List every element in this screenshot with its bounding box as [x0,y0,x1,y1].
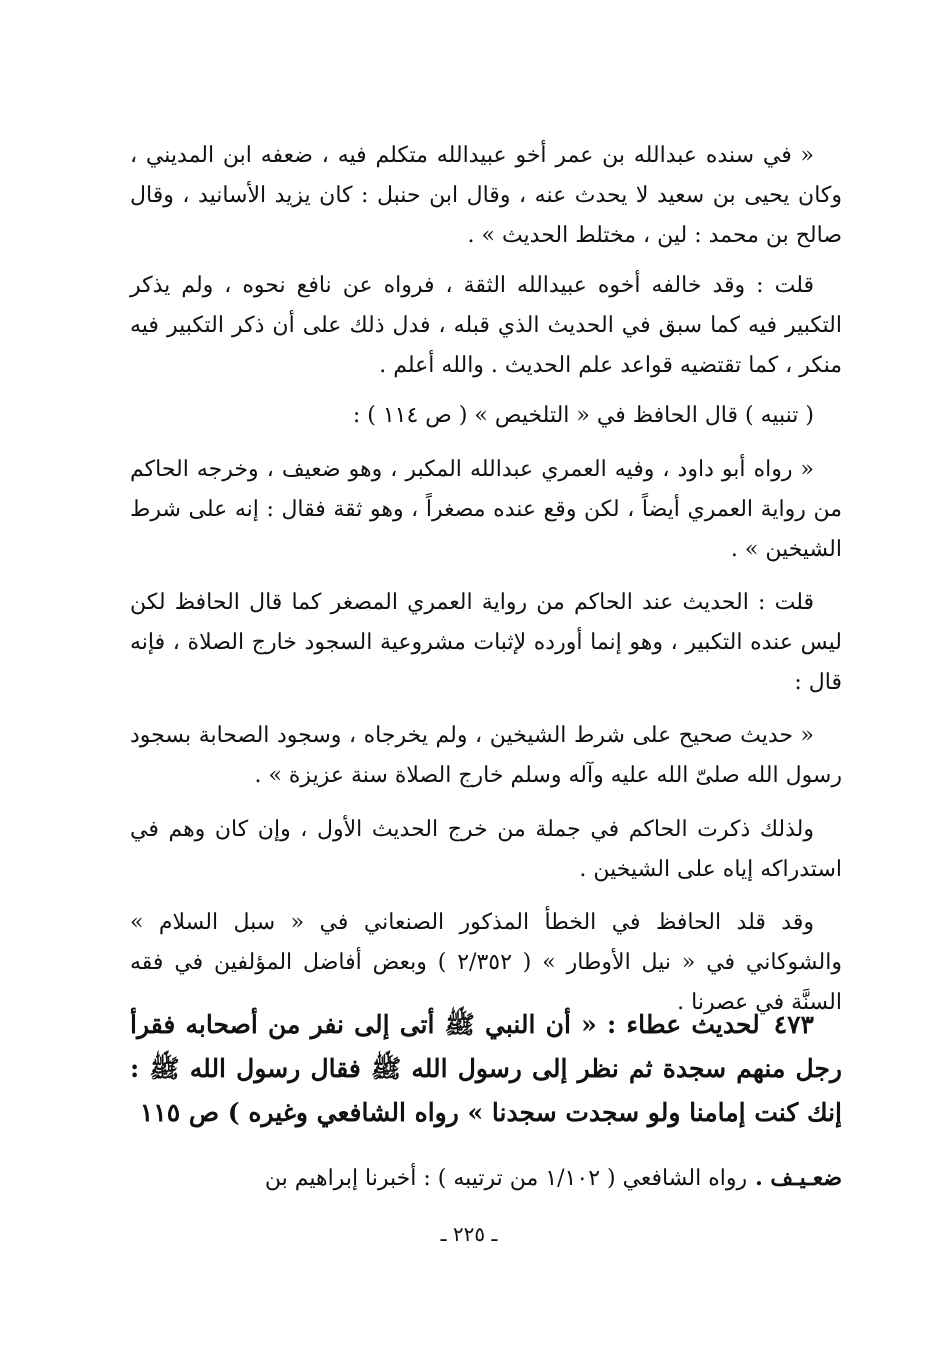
notice-paragraph: ( تنبيه ) قال الحافظ في « التلخيص » ( ص ١١٤ ) : [352,403,814,428]
hadith-entry [130,1003,842,1135]
talkhis-quote-paragraph: « رواه أبو داود ، وفيه العمري عبدالله المكبر ، وهو ضعيف ، وخرجه الحاكم من رواية العمري أيضاً ، لكن وقع عنده مصغراً ، وهو ثقة فقال : إنه على شرط الشيخين » . [130,457,842,562]
hadith-text: لحديث عطاء : « أن النبي ﷺ أتى إلى نفر من أصحابه فقرأ رجل منهم سجدة ثم نظر إلى رسول الله ﷺ فقال رسول الله ﷺ : إنك كنت إمامنا ولو سجدت سجدنا » رواه الشافعي وغيره ) ص ١١٥ [130,1010,842,1127]
commentary-block-2 [130,266,842,386]
grading-text: رواه الشافعي ( ١/١٠٢ من ترتيبه ) : أخبرنا إبراهيم بن [264,1166,748,1191]
commentary-block-1 [130,136,842,256]
page-number: ـ ٢٢٥ ـ [440,1222,498,1246]
commentary-block-3 [130,396,842,436]
quote-paragraph: « في سنده عبدالله بن عمر أخو عبيدالله متكلم فيه ، ضعفه ابن المديني ، وكان يحيى بن سعيد لا يحدث عنه ، وقال ابن حنبل : كان يزيد الأسانيد ، وقال صالح بن محمد : لين ، مختلط الحديث » . [130,143,842,248]
hakim-note-paragraph: قلت : الحديث عند الحاكم من رواية العمري المصغر كما قال الحافظ لكن ليس عنده التكبير ، وهو إنما أورده لإثبات مشروعية السجود خارج الصلاة ، فإنه قال : [130,590,842,695]
hadith-number: ٤٧٣ [773,1010,814,1039]
hadith-paragraph [130,1003,842,1135]
imitation-note-paragraph: وقد قلد الحافظ في الخطأ المذكور الصنعاني في « سبل السلام » والشوكاني في « نيل الأوطار » ( ٢/٣٥٢ ) وبعض أفاضل المؤلفين في فقه السنَّة في عصرنا . [130,910,842,1015]
grading-paragraph [130,1158,842,1199]
author-note-paragraph: قلت : وقد خالفه أخوه عبيدالله الثقة ، فرواه عن نافع نحوه ، ولم يذكر التكبير فيه كما سبق في الحديث الذي قبله ، فدل ذلك على أن ذكر التكبير فيه منكر ، كما تقتضيه قواعد علم الحديث . والله أعلم . [130,273,842,378]
conclusion-paragraph: ولذلك ذكرت الحاكم في جملة من خرج الحديث الأول ، وإن كان وهم في استدراكه إياه على الشيخين . [130,817,842,882]
commentary-block-5 [130,583,842,703]
commentary-block-7 [130,810,842,890]
commentary-block-4 [130,450,842,570]
grading-block [130,1158,842,1199]
hakim-quote-paragraph: « حديث صحيح على شرط الشيخين ، ولم يخرجاه ، وسجود الصحابة بسجود رسول الله صلىّ الله عليه وآله وسلم خارج الصلاة سنة عزيزة » . [130,723,842,788]
grading-label: ضعـيـف . [755,1165,842,1191]
commentary-block-6 [130,716,842,796]
